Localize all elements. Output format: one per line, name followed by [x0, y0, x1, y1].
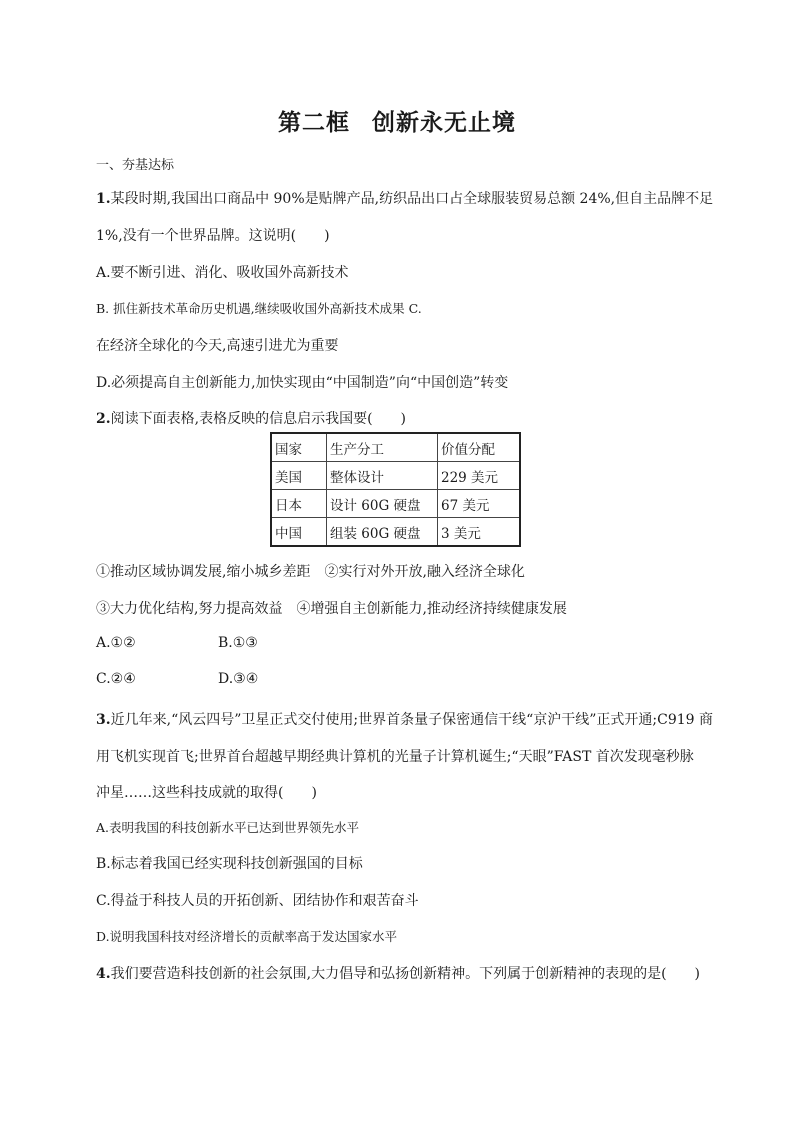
table-cell: 229 美元: [438, 462, 521, 490]
table-row: [271, 462, 520, 490]
table-row: [271, 490, 520, 518]
question-2-option-b: B.①③: [218, 635, 258, 651]
table-row: [271, 518, 520, 547]
question-3-option-d: D.说明我国科技对经济增长的贡献率高于发达国家水平: [96, 929, 398, 944]
question-2-option-d: D.③④: [218, 671, 259, 687]
question-1-line-2: 1%,没有一个世界品牌。这说明( ): [96, 228, 330, 244]
table-cell: 3 美元: [438, 518, 521, 547]
table-cell: 组装 60G 硬盘: [327, 518, 438, 547]
question-1-number: 1.: [96, 191, 111, 207]
question-2-option-a: A.①②: [96, 635, 136, 651]
table-header-cell: 国家: [271, 433, 327, 462]
question-1-text: 某段时期,我国出口商品中 90%是贴牌产品,纺织品出口占全球服装贸易总额 24%,但自主品牌不足: [110, 191, 714, 207]
question-3-line-1: [96, 709, 713, 729]
title-part-1: 第二框: [278, 110, 350, 136]
table-header-row: [271, 433, 520, 462]
title-part-2: 创新永无止境: [372, 110, 516, 136]
question-3-text: 近几年来,“风云四号”卫星正式交付使用;世界首条量子保密通信干线“京沪干线”正式开通;C919 商: [110, 712, 714, 728]
table-cell: 日本: [271, 490, 327, 518]
question-1-line-1: [96, 188, 713, 208]
table-cell: 美国: [271, 462, 327, 490]
question-4-number: 4.: [96, 966, 111, 982]
section-heading: 一、夯基达标: [96, 158, 175, 173]
table-header-cell: 价值分配: [438, 433, 521, 462]
question-1-option-b: B. 抓住新技术革命历史机遇,继续吸收国外高新技术成果 C.: [96, 301, 422, 316]
table-cell: 中国: [271, 518, 327, 547]
question-3-line-3: 冲星……这些科技成就的取得( ): [96, 785, 317, 801]
question-1-option-a: A.要不断引进、消化、吸收国外高新技术: [96, 265, 349, 281]
question-1-option-c: 在经济全球化的今天,高速引进尤为重要: [96, 338, 339, 354]
question-2-statements-1: ①推动区域协调发展,缩小城乡差距 ②实行对外开放,融入经济全球化: [96, 564, 525, 580]
question-4-text: 我们要营造科技创新的社会氛围,大力倡导和弘扬创新精神。下列属于创新精神的表现的是( ): [110, 966, 700, 982]
question-3-option-b: B.标志着我国已经实现科技创新强国的目标: [96, 856, 363, 872]
table-cell: 67 美元: [438, 490, 521, 518]
table-cell: 设计 60G 硬盘: [327, 490, 438, 518]
question-2-statements-2: ③大力优化结构,努力提高效益 ④增强自主创新能力,推动经济持续健康发展: [96, 601, 567, 617]
value-distribution-table: [270, 432, 521, 547]
table-header-cell: 生产分工: [327, 433, 438, 462]
question-3-option-a: A.表明我国的科技创新水平已达到世界领先水平: [96, 820, 360, 835]
question-4-line-1: [96, 963, 700, 983]
question-2-line-1: [96, 408, 406, 428]
question-3-line-2: 用飞机实现首飞;世界首台超越早期经典计算机的光量子计算机诞生;“天眼”FAST 首次发现毫秒脉: [96, 749, 694, 765]
question-3-number: 3.: [96, 712, 111, 728]
table-cell: 整体设计: [327, 462, 438, 490]
question-1-option-d: D.必须提高自主创新能力,加快实现由“中国制造”向“中国创造”转变: [96, 375, 509, 391]
question-3-option-c: C.得益于科技人员的开拓创新、团结协作和艰苦奋斗: [96, 893, 419, 909]
question-2-number: 2.: [96, 411, 111, 427]
page-title: [0, 104, 794, 137]
question-2-option-c: C.②④: [96, 671, 136, 687]
question-2-text: 阅读下面表格,表格反映的信息启示我国要( ): [110, 411, 406, 427]
